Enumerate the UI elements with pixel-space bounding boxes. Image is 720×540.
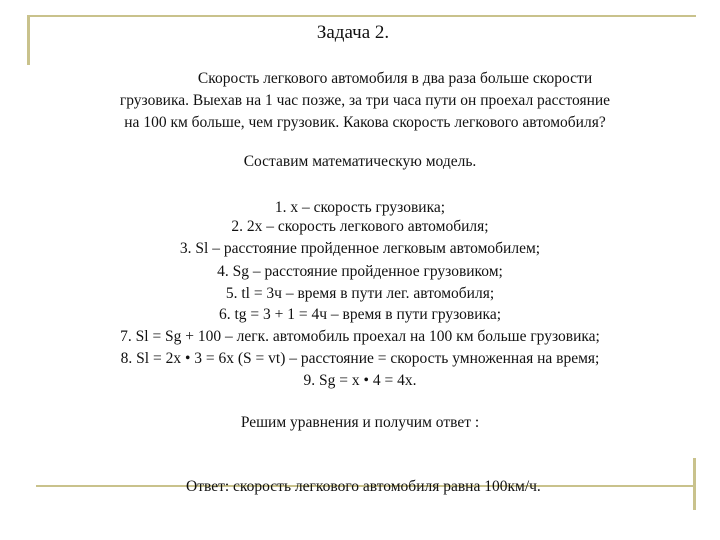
problem-line: Скорость легкового автомобиля в два раза больше скорости <box>197 70 593 87</box>
title-text: Задача 2. <box>316 22 390 43</box>
solve-heading: Решим уравнения и получим ответ : <box>240 414 480 431</box>
frame-top-line <box>27 15 696 17</box>
model-item-8: 8. Sl = 2x • 3 = 6x (S = vt) – расстояние = скорость умноженная на время; <box>120 350 600 367</box>
model-item-4: 4. Sg – расстояние пройденное грузовиком; <box>217 263 503 280</box>
page-title <box>0 22 720 44</box>
problem-line: на 100 км больше, чем грузовик. Какова скорость легкового автомобиля? <box>124 114 606 131</box>
model-item-5: 5. tl = 3ч – время в пути лег. автомобиля; <box>225 285 495 302</box>
problem-line: грузовика. Выехав на 1 час позже, за три часа пути он проехал расстояние <box>119 92 611 109</box>
answer-text: Ответ: скорость легкового автомобиля равна 100км/ч. <box>186 478 541 495</box>
model-item-6: 6. tg = 3 + 1 = 4ч – время в пути грузовика; <box>218 306 502 323</box>
problem-statement <box>60 68 670 134</box>
model-heading: Составим математическую модель. <box>243 153 477 170</box>
frame-right-line <box>693 458 696 510</box>
model-item-3: 3. Sl – расстояние пройденное легковым автомобилем; <box>179 240 541 257</box>
model-item-9: 9. Sg = x • 4 = 4x. <box>303 372 417 389</box>
model-item-2: 2. 2x – скорость легкового автомобиля; <box>231 218 489 235</box>
model-item-1: 1. x – скорость грузовика; <box>274 199 446 216</box>
model-item-7: 7. Sl = Sg + 100 – легк. автомобиль проехал на 100 км больше грузовика; <box>120 328 600 345</box>
